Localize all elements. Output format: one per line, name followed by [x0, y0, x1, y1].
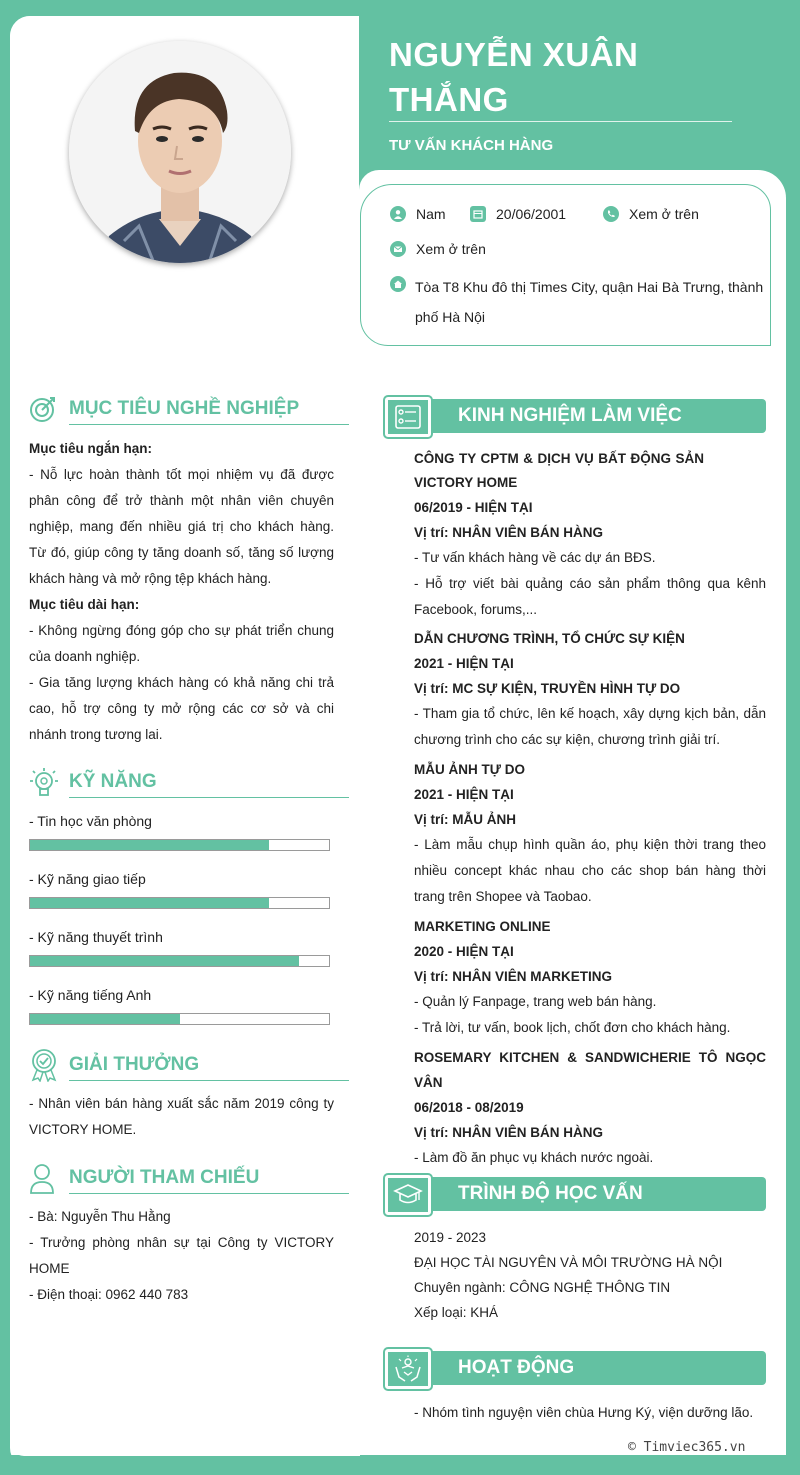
- job-entry: [414, 1045, 766, 1171]
- short-term-label: Mục tiêu ngắn hạn:: [29, 441, 152, 456]
- job-period: 2021 - HIỆN TẠI: [414, 656, 514, 671]
- job-period: 06/2019 - HIỆN TẠI: [414, 500, 533, 515]
- education-school: ĐẠI HỌC TÀI NGUYÊN VÀ MÔI TRƯỜNG HÀ NỘI: [414, 1255, 723, 1270]
- job-company: ROSEMARY KITCHEN & SANDWICHERIE TÔ NGỌC VÂN: [414, 1050, 766, 1090]
- job-position: Vị trí: MC SỰ KIỆN, TRUYỀN HÌNH TỰ DO: [414, 681, 681, 696]
- skill-bar-fill: [30, 840, 269, 850]
- job-position: Vị trí: NHÂN VIÊN BÁN HÀNG: [414, 525, 604, 540]
- job-company: MẪU ẢNH TỰ DO: [414, 762, 525, 777]
- job-entry: [414, 914, 766, 1041]
- address-value: Tòa T8 Khu đô thị Times City, quận Hai Bà Trưng, thành phố Hà Nội: [415, 279, 764, 325]
- job-desc: - Tham gia tổ chức, lên kế hoạch, xây dựng kịch bản, dẫn chương trình cho các sự kiện, chương trình giải trí.: [414, 706, 766, 747]
- email-row: [390, 241, 486, 257]
- job-position: Vị trí: NHÂN VIÊN MARKETING: [414, 969, 613, 984]
- experience-title: KINH NGHIỆM LÀM VIỆC: [432, 399, 766, 433]
- person-outline-icon: [29, 1163, 55, 1195]
- skill-label: - Kỹ năng thuyết trình: [29, 929, 163, 945]
- medal-icon: [29, 1048, 59, 1082]
- references-underline: [69, 1193, 349, 1194]
- job-desc: - Tư vấn khách hàng về các dự án BĐS.: [414, 550, 656, 565]
- skill-bar-fill: [30, 1014, 180, 1024]
- reference-phone: - Điện thoại: 0962 440 783: [29, 1287, 189, 1302]
- task-list-icon: [385, 397, 431, 437]
- job-desc: - Hỗ trợ viết bài quảng cáo sản phẩm thông qua kênh Facebook, forums,...: [414, 576, 766, 617]
- awards-title: GIẢI THƯỞNG: [69, 1054, 200, 1075]
- email-value: Xem ở trên: [416, 241, 486, 257]
- job-company: CÔNG TY CPTM & DỊCH VỤ BẤT ĐỘNG SẢN VICTORY HOME: [414, 451, 704, 490]
- phone-value: Xem ở trên: [629, 206, 699, 222]
- birthday-row: [470, 206, 566, 222]
- job-position: Vị trí: MẪU ẢNH: [414, 812, 516, 827]
- job-company: DẪN CHƯƠNG TRÌNH, TỔ CHỨC SỰ KIỆN: [414, 631, 685, 646]
- birthday-value: 20/06/2001: [496, 206, 567, 222]
- job-period: 2020 - HIỆN TẠI: [414, 944, 514, 959]
- candidate-name: [389, 32, 729, 122]
- graduation-cap-icon: [385, 1175, 431, 1215]
- mail-icon: [390, 241, 406, 257]
- education-content: [414, 1225, 766, 1325]
- reference-name: - Bà: Nguyễn Thu Hằng: [29, 1209, 171, 1224]
- phone-icon: [603, 206, 619, 222]
- job-title: TƯ VẤN KHÁCH HÀNG: [389, 137, 554, 154]
- job-period: 2021 - HIỆN TẠI: [414, 787, 514, 802]
- objective-title: MỤC TIÊU NGHỀ NGHIỆP: [69, 398, 300, 419]
- education-title: TRÌNH ĐỘ HỌC VẤN: [432, 1177, 766, 1211]
- name-divider: [389, 121, 732, 122]
- skill-bar-fill: [30, 898, 269, 908]
- avatar: [69, 41, 291, 263]
- activities-title: HOẠT ĐỘNG: [432, 1351, 766, 1385]
- name-line-2: THẮNG: [389, 81, 509, 118]
- skill-label: - Kỹ năng giao tiếp: [29, 871, 146, 887]
- bottom-strip: [10, 1455, 786, 1475]
- gender-value: Nam: [416, 206, 446, 222]
- address-icon-row: [390, 276, 406, 292]
- skill-bar: [29, 955, 330, 967]
- target-icon: [29, 395, 57, 423]
- calendar-icon: [470, 206, 486, 222]
- hands-icon: [385, 1349, 431, 1389]
- skills-title: KỸ NĂNG: [69, 771, 157, 792]
- job-company: MARKETING ONLINE: [414, 919, 551, 934]
- references-content: [29, 1204, 334, 1308]
- skill-bar: [29, 839, 330, 851]
- education-grade: Xếp loại: KHÁ: [414, 1305, 499, 1320]
- activities-text: - Nhóm tình nguyện viên chùa Hưng Ký, viện dưỡng lão.: [414, 1405, 754, 1420]
- skill-bar: [29, 897, 330, 909]
- skills-underline: [69, 797, 349, 798]
- awards-underline: [69, 1080, 349, 1081]
- user-icon: [390, 206, 406, 222]
- education-major: Chuyên ngành: CÔNG NGHỆ THÔNG TIN: [414, 1280, 671, 1295]
- job-entry: [414, 757, 766, 910]
- home-icon: [390, 276, 406, 292]
- long-term-text-2: - Gia tăng lượng khách hàng có khả năng chi trả cao, hỗ trợ công ty mở rộng các cơ sở và chi nhánh trong tương lai.: [29, 675, 334, 742]
- footer-copyright: © Timviec365.vn: [628, 1440, 746, 1455]
- job-desc: - Quản lý Fanpage, trang web bán hàng.: [414, 994, 657, 1009]
- job-entry: [414, 447, 766, 623]
- gender-row: [390, 206, 446, 222]
- job-desc: - Làm mẫu chụp hình quần áo, phụ kiện thời trang theo nhiều concept khác nhau cho các shop bán hàng thời trang trên Shopee và Taobao.: [414, 837, 766, 904]
- name-line-1: NGUYỄN XUÂN: [389, 36, 639, 73]
- skill-bar-fill: [30, 956, 299, 966]
- bulb-icon: [29, 767, 59, 799]
- skill-bar: [29, 1013, 330, 1025]
- reference-position: - Trưởng phòng nhân sự tại Công ty VICTORY HOME: [29, 1235, 334, 1276]
- long-term-label: Mục tiêu dài hạn:: [29, 597, 140, 612]
- job-desc: - Trả lời, tư vấn, book lịch, chốt đơn cho khách hàng.: [414, 1020, 731, 1035]
- skill-label: - Tin học văn phòng: [29, 813, 152, 829]
- skill-label: - Kỹ năng tiếng Anh: [29, 987, 152, 1003]
- short-term-text: - Nỗ lực hoàn thành tốt mọi nhiệm vụ đã được phân công để trở thành một nhân viên chuyên nghiệp, mang đến nhiều giá trị cho khách hàng. Từ đó, giúp công ty tăng doanh số, tăng số lượng khách hàng và mở rộng tệp khách hàng.: [29, 467, 334, 586]
- job-period: 06/2018 - 08/2019: [414, 1100, 524, 1115]
- experience-list: [414, 447, 766, 1171]
- references-title: NGƯỜI THAM CHIẾU: [69, 1167, 260, 1188]
- objective-content: [29, 436, 334, 748]
- bottom-left-bg: [10, 1440, 360, 1456]
- job-entry: [414, 626, 766, 753]
- awards-text: - Nhân viên bán hàng xuất sắc năm 2019 công ty VICTORY HOME.: [29, 1096, 334, 1137]
- long-term-text-1: - Không ngừng đóng góp cho sự phát triển chung của doanh nghiệp.: [29, 623, 334, 664]
- education-period: 2019 - 2023: [414, 1230, 487, 1245]
- objective-underline: [69, 424, 349, 425]
- phone-row: [603, 206, 699, 222]
- job-desc: - Làm đồ ăn phục vụ khách nước ngoài.: [414, 1150, 654, 1165]
- job-position: Vị trí: NHÂN VIÊN BÁN HÀNG: [414, 1125, 604, 1140]
